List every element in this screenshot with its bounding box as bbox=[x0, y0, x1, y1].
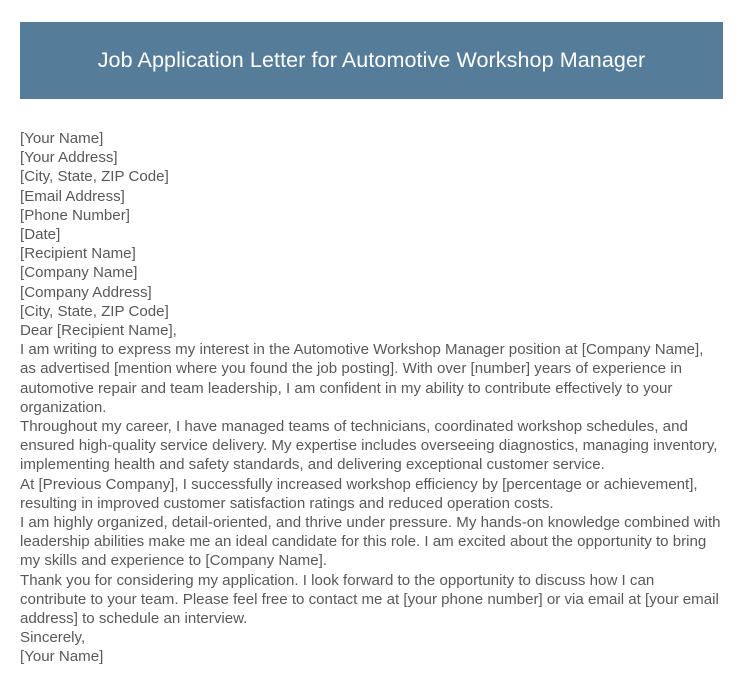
sender-line: [Date] bbox=[20, 226, 61, 244]
salutation: Dear [Recipient Name], bbox=[20, 322, 177, 340]
sender-line: [Your Name] bbox=[20, 130, 104, 147]
letter-body bbox=[20, 129, 723, 667]
recipient-address-block bbox=[20, 244, 723, 321]
recipient-line: [Company Address] bbox=[20, 283, 152, 301]
signature-block bbox=[20, 628, 723, 666]
sender-line: [Phone Number] bbox=[20, 206, 130, 224]
sender-line: [Email Address] bbox=[20, 187, 125, 205]
sender-line: [Your Address] bbox=[20, 149, 118, 167]
body-paragraph-5: Thank you for considering my application. I look forward to the opportunity to discuss how I can contribute to your team. Please feel free to contact me at [your phone number] or via email at [your email address] to schedule an interview. bbox=[20, 571, 719, 628]
body-paragraph-3: At [Previous Company], I successfully increased workshop efficiency by [percentage or achievement], resulting in improved customer satisfaction ratings and reduced operation costs. bbox=[20, 475, 698, 512]
body-paragraph-2: Throughout my career, I have managed teams of technicians, coordinated workshop schedules, and ensured high-quality service delivery. My expertise includes overseeing diagnostics, managing inventory, implementing health and safety standards, and delivering exceptional customer service. bbox=[20, 418, 718, 474]
closing-line: Sincerely, bbox=[20, 629, 86, 647]
recipient-line: [Recipient Name] bbox=[20, 245, 136, 263]
sender-address-block bbox=[20, 129, 723, 244]
page-title: Job Application Letter for Automotive Workshop Manager bbox=[97, 47, 646, 72]
body-paragraph-4: I am highly organized, detail-oriented, and thrive under pressure. My hands-on knowledge combined with leadership abilities make me an ideal candidate for this role. I am excited about the opportunity to bring my skills and experience to [Company Name]. bbox=[20, 514, 721, 570]
body-paragraph-1: I am writing to express my interest in the Automotive Workshop Manager position at [Company Name], as advertised [mention where you found the job posting]. With over [number] years of experience in automotive repair and team leadership, I am confident in my ability to contribute effectively to your organization. bbox=[20, 341, 704, 416]
recipient-line: [City, State, ZIP Code] bbox=[20, 302, 169, 320]
document-header-banner bbox=[20, 22, 723, 99]
sender-line: [City, State, ZIP Code] bbox=[20, 168, 169, 186]
recipient-line: [Company Name] bbox=[20, 264, 138, 282]
signature-name: [Your Name] bbox=[20, 648, 104, 666]
